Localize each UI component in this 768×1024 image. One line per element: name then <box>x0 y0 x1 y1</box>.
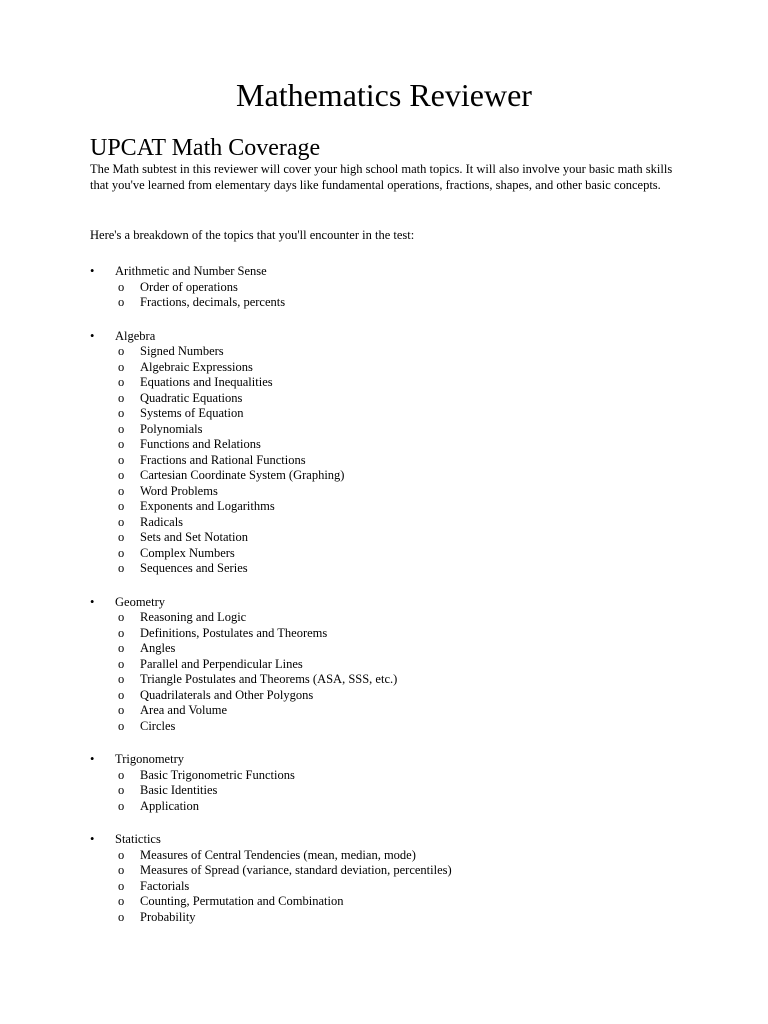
subtopic-item <box>90 295 710 311</box>
sub-bullet-marker: o <box>118 909 125 924</box>
subtopic-item <box>90 657 710 673</box>
subtopic-label: Measures of Central Tendencies (mean, median, mode) <box>140 847 416 862</box>
sub-bullet-marker: o <box>118 863 125 877</box>
subtopic-item <box>90 848 710 864</box>
sub-bullet-marker: o <box>118 610 125 624</box>
subtopic-item <box>90 626 710 642</box>
subtopic-list <box>90 344 710 577</box>
subtopic-item <box>90 280 710 296</box>
subtopic-list <box>90 610 710 734</box>
bullet-marker: • <box>90 752 95 766</box>
subtopic-item <box>90 894 710 910</box>
subtopic-item <box>90 406 710 422</box>
subtopic-label: Systems of Equation <box>140 406 244 420</box>
topic-row <box>90 329 710 345</box>
sub-bullet-marker: o <box>118 798 125 813</box>
subtopic-list <box>90 768 710 815</box>
bullet-marker: • <box>90 832 95 846</box>
sub-bullet-marker: o <box>118 295 125 309</box>
subtopic-item <box>90 799 710 815</box>
subtopic-label: Fractions, decimals, percents <box>140 295 286 309</box>
section-heading: UPCAT Math Coverage <box>90 135 321 161</box>
subtopic-item <box>90 879 710 895</box>
topic-row <box>90 264 710 280</box>
sub-bullet-marker: o <box>118 641 125 655</box>
sub-bullet-marker: o <box>118 359 125 374</box>
subtopic-label: Sequences and Series <box>140 561 248 575</box>
subtopic-list <box>90 848 710 926</box>
subtopic-item <box>90 484 710 500</box>
subtopic-item <box>90 468 710 484</box>
sub-bullet-marker: o <box>118 687 125 702</box>
subtopic-label: Fractions and Rational Functions <box>140 452 306 467</box>
subtopic-label: Sets and Set Notation <box>140 530 248 544</box>
sub-bullet-marker: o <box>118 468 125 482</box>
subtopic-label: Signed Numbers <box>140 344 224 358</box>
subtopic-label: Complex Numbers <box>140 545 235 560</box>
subtopic-label: Parallel and Perpendicular Lines <box>140 656 303 671</box>
subtopic-item <box>90 719 710 735</box>
sub-bullet-marker: o <box>118 406 125 420</box>
subtopic-label: Algebraic Expressions <box>140 359 253 374</box>
subtopic-label: Reasoning and Logic <box>140 610 247 624</box>
sub-bullet-marker: o <box>118 672 125 686</box>
subtopic-item <box>90 530 710 546</box>
subtopic-item <box>90 672 710 688</box>
topic-item <box>90 832 710 925</box>
document-title: Mathematics Reviewer <box>236 77 532 113</box>
topic-label: Geometry <box>115 594 165 609</box>
topic-row <box>90 832 710 848</box>
topic-label: Trigonometry <box>115 752 184 766</box>
sub-bullet-marker: o <box>118 847 125 862</box>
subtopic-label: Circles <box>140 718 176 733</box>
subtopic-item <box>90 499 710 515</box>
subtopic-label: Quadrilaterals and Other Polygons <box>140 687 314 702</box>
sub-bullet-marker: o <box>118 499 125 513</box>
sub-bullet-marker: o <box>118 718 125 733</box>
subtopic-label: Basic Identities <box>140 783 218 797</box>
sub-bullet-marker: o <box>118 421 125 436</box>
sub-bullet-marker: o <box>118 437 125 451</box>
subtopic-item <box>90 561 710 577</box>
breakdown-paragraph: Here's a breakdown of the topics that you'll encounter in the test: <box>90 228 415 242</box>
subtopic-label: Counting, Permutation and Combination <box>140 894 344 908</box>
subtopic-item <box>90 344 710 360</box>
sub-bullet-marker: o <box>118 767 125 782</box>
subtopic-item <box>90 610 710 626</box>
subtopic-label: Word Problems <box>140 483 218 498</box>
topic-label: Statictics <box>115 832 161 846</box>
sub-bullet-marker: o <box>118 530 125 544</box>
subtopic-item <box>90 768 710 784</box>
subtopic-item <box>90 641 710 657</box>
subtopic-label: Polynomials <box>140 421 203 436</box>
topic-row <box>90 595 710 611</box>
subtopic-label: Exponents and Logarithms <box>140 499 275 513</box>
subtopic-item <box>90 515 710 531</box>
bullet-marker: • <box>90 264 95 278</box>
topic-row <box>90 752 710 768</box>
subtopic-label: Cartesian Coordinate System (Graphing) <box>140 468 345 482</box>
sub-bullet-marker: o <box>118 561 125 575</box>
subtopic-item <box>90 863 710 879</box>
sub-bullet-marker: o <box>118 878 125 893</box>
subtopic-label: Equations and Inequalities <box>140 375 273 389</box>
subtopic-label: Definitions, Postulates and Theorems <box>140 625 328 640</box>
topic-item <box>90 595 710 735</box>
subtopic-label: Application <box>140 798 200 813</box>
sub-bullet-marker: o <box>118 514 125 529</box>
subtopic-label: Radicals <box>140 514 184 529</box>
subtopic-item <box>90 375 710 391</box>
subtopic-label: Probability <box>140 909 196 924</box>
subtopic-item <box>90 422 710 438</box>
subtopic-item <box>90 391 710 407</box>
sub-bullet-marker: o <box>118 656 125 671</box>
sub-bullet-marker: o <box>118 703 125 717</box>
sub-bullet-marker: o <box>118 279 125 294</box>
sub-bullet-marker: o <box>118 344 125 358</box>
subtopic-item <box>90 360 710 376</box>
subtopic-label: Triangle Postulates and Theorems (ASA, SSS, etc.) <box>140 672 398 686</box>
topic-label: Algebra <box>115 328 156 343</box>
topic-item <box>90 752 710 814</box>
sub-bullet-marker: o <box>118 545 125 560</box>
subtopic-label: Quadratic Equations <box>140 390 243 405</box>
subtopic-label: Order of operations <box>140 279 238 294</box>
topic-item <box>90 264 710 311</box>
subtopic-item <box>90 910 710 926</box>
subtopic-item <box>90 546 710 562</box>
sub-bullet-marker: o <box>118 390 125 405</box>
subtopic-label: Measures of Spread (variance, standard deviation, percentiles) <box>140 863 452 877</box>
sub-bullet-marker: o <box>118 625 125 640</box>
subtopic-item <box>90 703 710 719</box>
subtopic-label: Angles <box>140 641 176 655</box>
subtopic-item <box>90 437 710 453</box>
sub-bullet-marker: o <box>118 483 125 498</box>
sub-bullet-marker: o <box>118 783 125 797</box>
bullet-marker: • <box>90 328 95 343</box>
sub-bullet-marker: o <box>118 894 125 908</box>
subtopic-list <box>90 280 710 311</box>
topic-item <box>90 329 710 577</box>
subtopic-label: Functions and Relations <box>140 437 261 451</box>
subtopic-label: Area and Volume <box>140 703 228 717</box>
sub-bullet-marker: o <box>118 452 125 467</box>
intro-paragraph: The Math subtest in this reviewer will cover your high school math topics. It will also involve your basic math skills that you've learned from elementary days like fundamental operations, fractions, shapes, and other basic concepts. <box>90 162 673 192</box>
subtopic-item <box>90 783 710 799</box>
topic-label: Arithmetic and Number Sense <box>115 264 267 278</box>
sub-bullet-marker: o <box>118 375 125 389</box>
subtopic-label: Basic Trigonometric Functions <box>140 767 295 782</box>
subtopic-label: Factorials <box>140 878 190 893</box>
bullet-marker: • <box>90 594 95 609</box>
topic-list <box>90 264 710 943</box>
subtopic-item <box>90 453 710 469</box>
subtopic-item <box>90 688 710 704</box>
